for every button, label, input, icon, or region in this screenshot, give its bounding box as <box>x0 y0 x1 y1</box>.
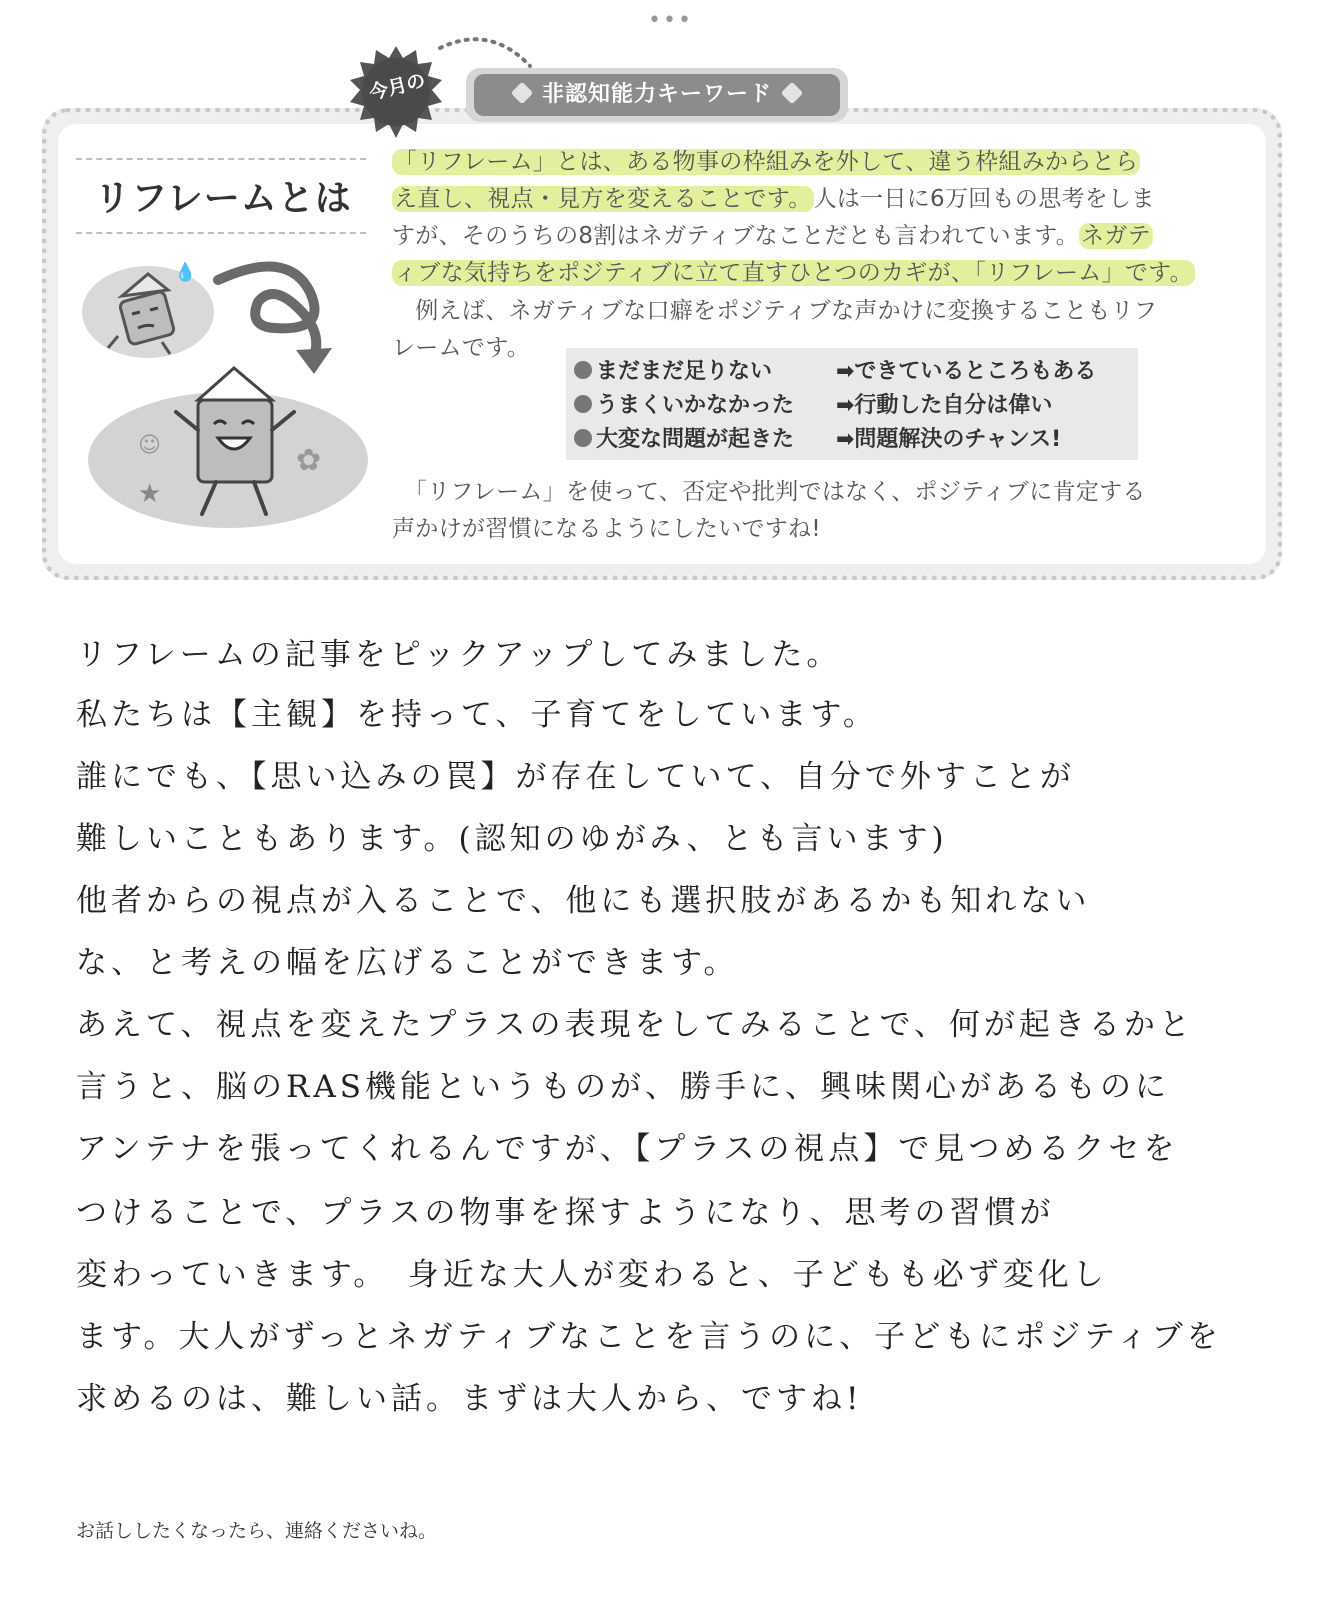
handwritten-line: 他者からの視点が入ることで、他にも選択肢があるかも知れない <box>76 883 1091 919</box>
example-positive: ➡できているところもある <box>836 359 1097 384</box>
paragraph-line: 例えば、ネガティブな口癖をポジティブな声かけに変換することもリフ <box>392 298 1158 324</box>
highlighted-text: ネガテ <box>1080 223 1151 249</box>
curved-arrow-icon <box>218 267 332 374</box>
footer-note: お話ししたくなったら、連絡くださいね。 <box>76 1520 438 1542</box>
worried-pencil-character-icon <box>82 261 214 358</box>
paragraph-line: すが、そのうちの8割はネガティブなことだとも言われています。ネガテ <box>392 223 1151 249</box>
reframe-illustration <box>78 252 378 542</box>
closing-line: 声かけが習慣になるようにしたいですね! <box>392 516 821 542</box>
example-negative: うまくいかなかった <box>574 388 794 419</box>
handwritten-line: 難しいこともあります。(認知のゆがみ、とも言います) <box>76 821 948 857</box>
keyword-tab-label: 非認知能力キーワード <box>541 82 772 107</box>
badge-label: 今月の <box>367 69 428 105</box>
happy-pencil-character-icon <box>88 368 368 528</box>
keyword-tab <box>474 74 840 116</box>
highlighted-text: え直し、視点・見方を変えることです。 <box>394 186 812 212</box>
handwritten-line: な、と考えの幅を広げることができます。 <box>76 945 739 981</box>
handwritten-line: 変わっていきます。 身近な大人が変わると、子どもも必ず変化し <box>76 1257 1108 1293</box>
handwritten-line: つけることで、プラスの物事を探すようになり、思考の習慣が <box>76 1195 1055 1231</box>
paragraph-line <box>392 255 1195 292</box>
paragraph-line <box>392 144 1140 181</box>
handwritten-line: あえて、視点を変えたプラスの表現をしてみることで、何が起きるかと <box>76 1007 1194 1043</box>
paragraph-line: レームです。 <box>392 335 530 361</box>
handwritten-line: 言うと、脳のRAS機能というものが、勝手に、興味関心があるものに <box>76 1069 1170 1105</box>
heading-rule-bottom <box>76 232 366 234</box>
example-negative: 大変な問題が起きた <box>574 422 794 453</box>
handwritten-line: ます。大人がずっとネガティブなことを言うのに、子どもにポジティブを <box>76 1319 1222 1355</box>
handwritten-line: 誰にでも、【思い込みの罠】が存在していて、自分で外すことが <box>76 759 1075 795</box>
example-positive: ➡行動した自分は偉い <box>836 393 1053 418</box>
bullet-icon <box>574 361 592 379</box>
svg-text:☺: ☺ <box>138 433 161 458</box>
heading-rule-top <box>76 158 366 160</box>
bullet-icon <box>574 395 592 413</box>
paragraph-line: え直し、視点・見方を変えることです。人は一日に6万回もの思考をしま <box>394 186 1155 212</box>
keyword-heading: リフレームとは <box>94 178 352 219</box>
handwritten-line: リフレームの記事をピックアップしてみました。 <box>76 637 842 673</box>
hexagon-icon <box>781 82 804 105</box>
svg-text:💧: 💧 <box>174 262 197 283</box>
example-negative: まだまだ足りない <box>574 354 772 385</box>
closing-line: 「リフレーム」を使って、否定や批判ではなく、ポジティブに肯定する <box>392 479 1146 505</box>
highlighted-text: ィブな気持ちをポジティブに立て直すひとつのカギが、「リフレーム」です。 <box>394 260 1193 286</box>
hexagon-icon <box>511 82 534 105</box>
svg-text:★: ★ <box>138 479 162 509</box>
highlighted-text: 「リフレーム」とは、ある物事の枠組みを外して、違う枠組みからとら <box>394 149 1139 175</box>
bullet-icon <box>574 429 592 447</box>
more-dots-indicator: ••• <box>648 8 693 33</box>
svg-text:✿: ✿ <box>296 443 322 478</box>
handwritten-line: アンテナを張ってくれるんですが、【プラスの視点】で見つめるクセを <box>76 1131 1179 1167</box>
example-positive: ➡問題解決のチャンス! <box>836 427 1062 452</box>
handwritten-line: 求めるのは、難しい話。まずは大人から、ですね! <box>76 1381 863 1417</box>
handwritten-line: 私たちは【主観】を持って、子育てをしています。 <box>76 697 878 733</box>
